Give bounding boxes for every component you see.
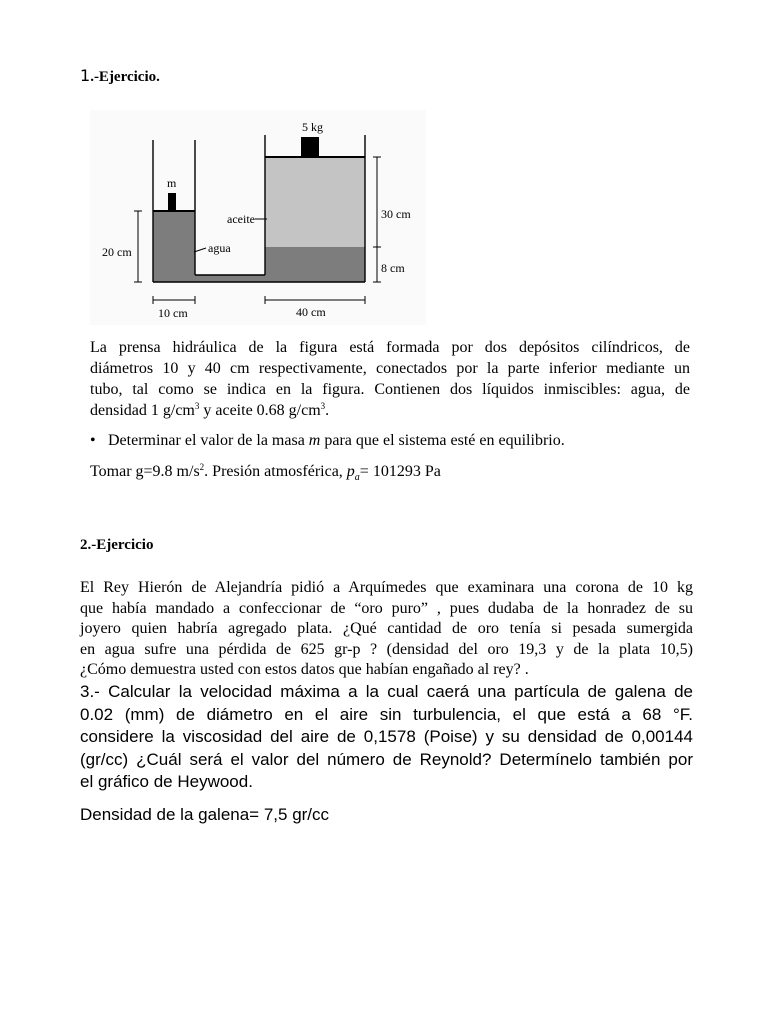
exercise-3-paragraph [80,681,693,794]
exercise-3-line: 0.02 (mm) de diámetro en el aire sin turbulencia, el que está a 68 °F. [80,704,693,724]
exercise-2-line: que había mandado a confeccionar de “oro puro” , pues dudaba de la honradez de su [80,599,693,617]
exercise-3-line: considere la viscosidad del aire de 0,1578 (Poise) y su densidad de 0,00144 [80,727,693,746]
label-20cm: 20 cm [102,245,132,259]
label-8cm: 8 cm [381,261,405,275]
exercise-2-line: en agua sufre una pérdida de 625 gr-p ? (densidad del oro 19,3 y de la plata 10,5) [80,640,693,658]
water-fill-right [265,247,365,282]
exercise-1-line: diámetros 10 y 40 cm respectivamente, conectados por la parte inferior mediante un [90,360,690,377]
exercise-1-title: .-Ejercicio. [90,69,160,85]
mass-m-block [168,193,176,211]
exercise-1-heading [80,66,160,86]
exercise-1-number: 1 [80,66,91,85]
label-40cm: 40 cm [296,305,326,319]
hydraulic-press-figure [90,110,426,325]
exercise-2-line: ¿Cómo demuestra usted con estos datos que habían engañado al rey? . [80,661,529,678]
exercise-1-paragraph [90,337,690,421]
label-m: m [167,176,177,190]
exercise-1-density-line: densidad 1 $g/cm^3$ y aceite 0.68 $g/cm^3$. [90,401,330,419]
oil-fill-right [265,157,365,247]
bullet-text: Determinar el valor de la masa m para que el sistema esté en equilibrio. [108,432,565,449]
label-5kg: 5 kg [302,120,323,134]
exercise-3-line: 3.- Calcular la velocidad máxima a la cual caerá una partícula de galena de [80,682,693,701]
label-30cm: 30 cm [381,207,411,221]
label-agua: agua [208,241,231,255]
exercise-2-paragraph [80,578,693,681]
water-fill-left [153,211,195,282]
exercise-3-line: (gr/cc) ¿Cuál será el valor del número de Reynold? Determínelo también por [80,749,693,769]
exercise-2-line: El Rey Hierón de Alejandría pidió a Arquímedes que examinara una corona de 10 kg [80,579,693,596]
mass-5kg-block [301,137,319,157]
exercise-1-line: La prensa hidráulica de la figura está formada por dos depósitos cilíndricos, de [90,339,690,356]
exercise-1-line: tubo, tal como se indica en la figura. Contienen dos líquidos inmiscibles: agua, de [90,381,690,398]
exercise-3-line: el gráfico de Heywood. [80,772,253,791]
exercise-2-heading: 2.-Ejercicio [80,537,154,553]
bullet-symbol: • [90,432,96,449]
exercise-2-line: joyero quien habría agregado plata. ¿Qué cantidad de oro tenía si pesada sumergida [80,620,693,637]
galena-density: Densidad de la galena= 7,5 gr/cc [80,805,330,824]
label-10cm: 10 cm [158,306,188,320]
label-aceite: aceite [227,212,255,226]
exercise-1-constants: Tomar g=9.8 $m/s^2$. Presión atmosférica, $p_a= 101293$ Pa [90,462,441,484]
